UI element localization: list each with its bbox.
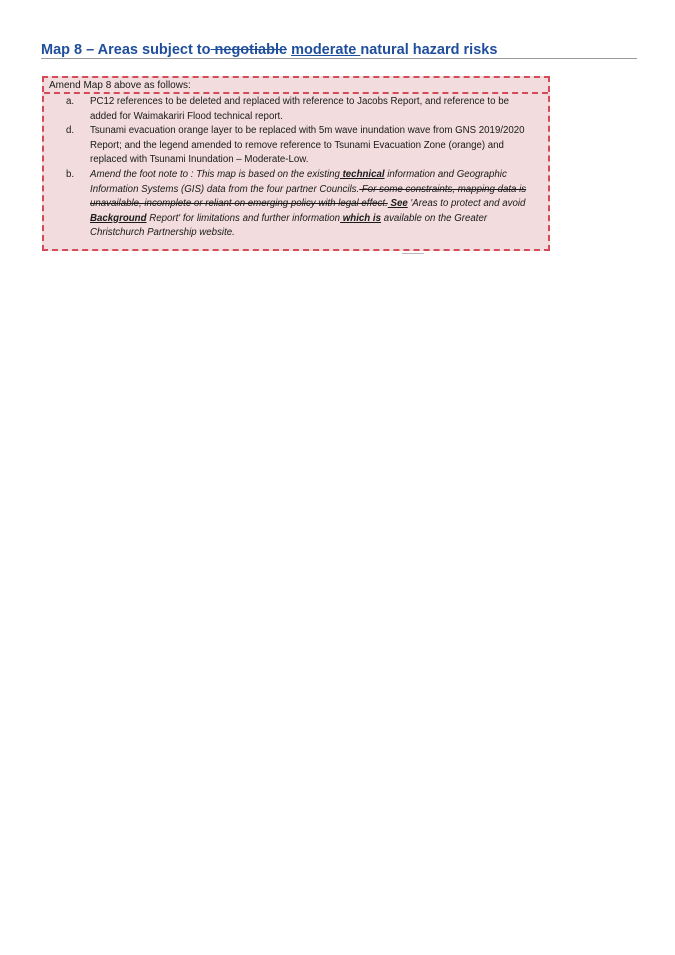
map-heading [41,40,636,60]
item-text [90,168,538,241]
heading-suffix: natural hazard risks [360,42,498,58]
bottom-edge-mark [402,253,424,254]
inserted-technical: technical [339,169,385,180]
item-text: PC12 references to be deleted and replaced with reference to Jacobs Report, and reference to be added for Waimakariri Flood technical report. [90,96,509,122]
inserted-which-is: which is [340,212,381,224]
footnote-mid: 'Areas to protect and avoid [407,198,526,210]
deleted-sentence: For some constraints, mapping data is unavailable, incomplete or reliant on emerging policy with legal effect. [90,183,527,210]
heading-deleted-text: negotiable [210,42,288,58]
amendment-title-divider [44,92,548,94]
amendment-title: Amend Map 8 above as follows: [49,80,191,91]
footnote-after-technical: information and Geographic Information Systems (GIS) data from the four partner Councils. [90,169,507,195]
item-marker: a. [66,96,75,107]
item-marker: b. [66,169,75,180]
footnote-intro: Amend the foot note to : This map is based on the existing [90,169,340,180]
footnote-after-background: Report' for limitations and further information [146,212,341,224]
inserted-see: See [387,198,408,210]
footnote-end: available on the Greater Christchurch Partnership website. [90,212,488,239]
amendment-box [42,76,550,251]
heading-prefix: Map 8 – Areas subject to [41,42,211,58]
heading-inserted-text: moderate [291,42,361,58]
item-text: Tsunami evacuation orange layer to be replaced with 5m wave inundation wave from GNS 2019/2020 Report; and the legend amended to remove reference to Tsunami Evacuation Zone (orange) and replaced with Tsunami Inundation – Moderate-Low. [90,125,525,166]
inserted-background: Background [90,212,147,224]
item-marker: d. [66,125,75,136]
heading-rule [41,58,637,59]
